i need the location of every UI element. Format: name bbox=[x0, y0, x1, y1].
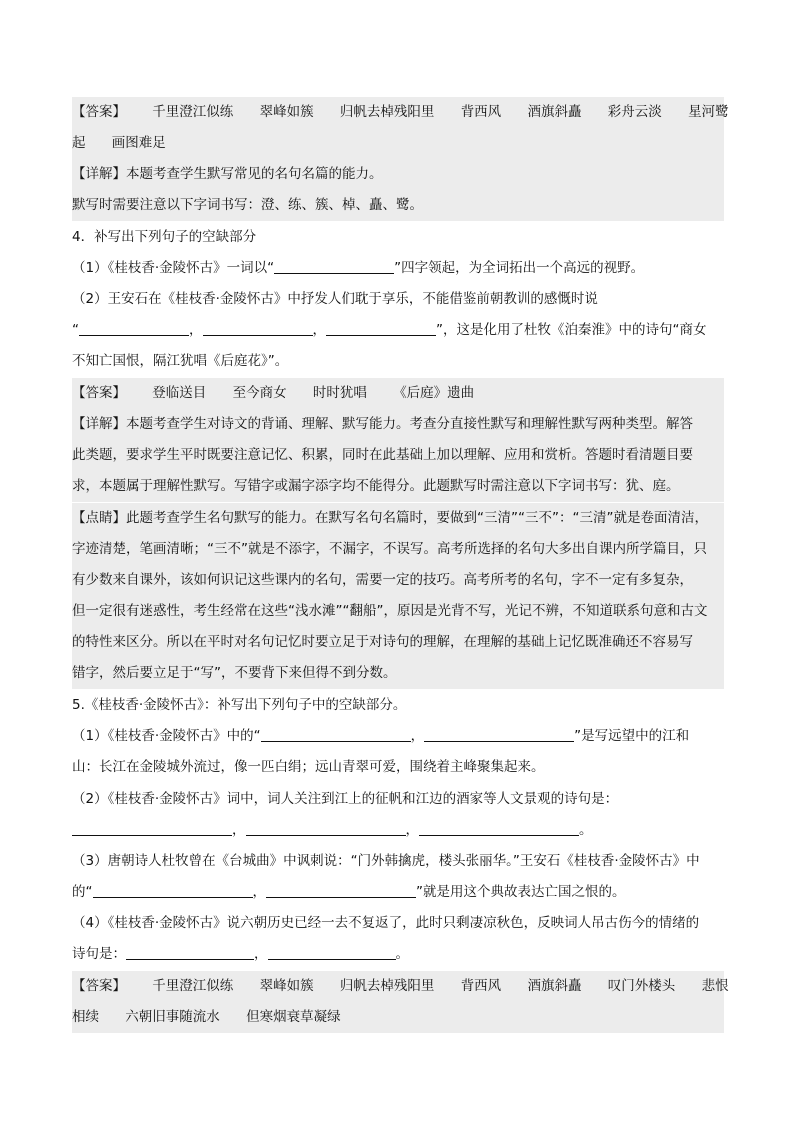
detail-line bbox=[72, 409, 724, 440]
q5-part3-line1: （3）唐朝诗人杜牧曾在《台城曲》中讽刺说：“门外韩擒虎，楼头张丽华。”王安石《桂枝香·金陵怀古》中 bbox=[72, 853, 700, 869]
point-label: 【点睛】 bbox=[72, 510, 126, 526]
note-line: 默写时需要注意以下字词书写：澄、练、簇、棹、矗、鹭。 bbox=[72, 190, 724, 221]
answer-label: 【答案】 bbox=[72, 978, 126, 994]
point-line bbox=[72, 503, 724, 534]
q5-part2-line1: （2）《桂枝香·金陵怀古》词中，词人关注到江上的征帆和江边的酒家等人文景观的诗句是： bbox=[72, 791, 619, 807]
answer-item: 背西风 bbox=[460, 104, 502, 120]
question-5-title: 5.《桂枝香·金陵怀古》：补写出下列句子中的空缺部分。 bbox=[72, 697, 407, 713]
fill-blank bbox=[126, 943, 254, 960]
q5-part1-prefix: （1）《桂枝香·金陵怀古》中的“ bbox=[72, 728, 261, 744]
fill-blank bbox=[261, 725, 411, 742]
q4-part2-suffix: ”，这是化用了杜牧《泊秦淮》中的诗句“商女 bbox=[436, 322, 707, 338]
q4-part2-line1: （2）王安石在《桂枝香·金陵怀古》中抒发人们耽于享乐，不能借鉴前朝教训的感慨时说 bbox=[72, 291, 598, 307]
answer-line bbox=[72, 97, 729, 128]
answer-item: 翠峰如簇 bbox=[259, 104, 314, 120]
fill-blank bbox=[246, 819, 406, 836]
fill-blank bbox=[424, 725, 574, 742]
point-text: 此题考查学生名句默写的能力。在默写名句名篇时，要做到“三清”“三不”：“三清”就是卷面清洁， bbox=[126, 510, 708, 526]
answer-item: 悲恨 bbox=[701, 978, 729, 994]
fill-blank bbox=[72, 819, 232, 836]
q5-part1-line1 bbox=[72, 721, 724, 752]
period: 。 bbox=[395, 946, 409, 962]
comma: ， bbox=[312, 322, 326, 338]
q5-part4-line2 bbox=[72, 939, 724, 970]
answer-item: 归帆去棹残阳里 bbox=[339, 978, 435, 994]
fill-blank bbox=[274, 257, 394, 274]
fill-blank bbox=[419, 819, 579, 836]
q4-part2-line2 bbox=[72, 315, 724, 346]
detail-label: 【详解】 bbox=[72, 166, 126, 182]
answer-item: 六朝旧事随流水 bbox=[125, 1009, 220, 1025]
fill-blank bbox=[326, 319, 436, 336]
comma: ， bbox=[189, 322, 203, 338]
answer-item: 彩舟云淡 bbox=[607, 104, 662, 120]
answer-item: 至今商女 bbox=[232, 385, 287, 401]
q4-part2-line3: 不知亡国恨，隔江犹唱《后庭花》”。 bbox=[72, 353, 289, 369]
fill-blank bbox=[268, 943, 396, 960]
answer-item: 但寒烟衰草凝绿 bbox=[246, 1009, 341, 1025]
q5-part4-line1: （4）《桂枝香·金陵怀古》说六朝历史已经一去不复返了，此时只剩凄凉秋色，反映词人吊古伤今的情绪的 bbox=[72, 915, 700, 931]
answer-item: 相续 bbox=[72, 1009, 99, 1025]
answer-item: 时时犹唱 bbox=[312, 385, 367, 401]
comma: ， bbox=[410, 728, 425, 744]
fill-blank bbox=[266, 881, 416, 898]
q5-part2-line2 bbox=[72, 815, 724, 846]
open-quote: “ bbox=[72, 322, 79, 338]
point-line: 但一定很有迷惑性，考生经常在这些“浅水滩”“翻船”，原因是光背不写，光记不辨，不知道联系句意和古文 bbox=[72, 596, 724, 627]
answer-line bbox=[72, 971, 729, 1002]
answer-item: 画图难足 bbox=[111, 135, 166, 151]
answer-item: 叹门外楼头 bbox=[607, 978, 676, 994]
comma: ， bbox=[232, 822, 246, 838]
q5-part4-prefix: 诗句是： bbox=[72, 946, 126, 962]
answer-item: 背西风 bbox=[460, 978, 502, 994]
comma: ， bbox=[405, 822, 419, 838]
answer-item: 登临送目 bbox=[152, 385, 207, 401]
q5-part1-suffix: ”是写远望中的江和 bbox=[574, 728, 690, 744]
point-line: 错字，然后要立足于“写”，不要背下来但得不到分数。 bbox=[72, 658, 724, 689]
detail-text: 本题考查学生默写常见的名句名篇的能力。 bbox=[126, 166, 383, 182]
q4-part1-prefix: （1）《桂枝香·金陵怀古》一词以“ bbox=[72, 260, 275, 276]
answer-item: 归帆去棹残阳里 bbox=[339, 104, 435, 120]
q5-part1-line2: 山：长江在金陵城外流过，像一匹白绢；远山青翠可爱，围绕着主峰聚集起来。 bbox=[72, 759, 545, 775]
answer-item: 翠峰如簇 bbox=[259, 978, 314, 994]
answer-line bbox=[72, 128, 724, 159]
question-4-title: 4．补写出下列句子的空缺部分 bbox=[72, 229, 257, 245]
point-line: 有少数来自课外，该如何识记这些课内的名句，需要一定的技巧。高考所考的名句，字不一定有多复杂， bbox=[72, 565, 724, 596]
answer-item: 酒旗斜矗 bbox=[527, 978, 582, 994]
answer-line bbox=[72, 1002, 724, 1033]
detail-line: 求，本题属于理解性默写。写错字或漏字添字均不能得分。此题默写时需注意以下字词书写：犹、庭。 bbox=[72, 471, 724, 502]
answer-label: 【答案】 bbox=[72, 385, 126, 401]
q4-part1 bbox=[72, 253, 724, 284]
period: 。 bbox=[579, 822, 593, 838]
detail-text: 本题考查学生对诗文的背诵、理解、默写能力。考查分直接性默写和理解性默写两种类型。解答 bbox=[126, 416, 693, 432]
point-line: 字迹清楚，笔画清晰；“三不”就是不添字，不漏字，不误写。高考所选择的名句大多出自课内所学篇目，只 bbox=[72, 534, 724, 565]
answer-item: 千里澄江似练 bbox=[152, 104, 234, 120]
answer-item: 《后庭》遗曲 bbox=[393, 385, 475, 401]
comma: ， bbox=[254, 946, 268, 962]
fill-blank bbox=[203, 319, 313, 336]
answer-item: 酒旗斜矗 bbox=[527, 104, 582, 120]
answer-item: 星河鹭 bbox=[688, 104, 729, 120]
detail-line: 此类题，要求学生平时既要注意记忆、积累，同时在此基础上加以理解、应用和赏析。答题时看清题目要 bbox=[72, 440, 724, 471]
q5-part3-prefix: 的“ bbox=[72, 884, 93, 900]
q4-part1-suffix: ”四字领起，为全词拓出一个高远的视野。 bbox=[394, 260, 645, 276]
q5-part3-line2 bbox=[72, 877, 724, 908]
answer-label: 【答案】 bbox=[72, 104, 126, 120]
q5-part3-suffix: ”就是用这个典故表达亡国之恨的。 bbox=[416, 884, 626, 900]
answer-line bbox=[72, 378, 724, 409]
answer-item: 起 bbox=[72, 135, 86, 151]
point-line: 的特性来区分。所以在平时对名句记忆时要立足于对诗句的理解，在理解的基础上记忆既准确还不容易写 bbox=[72, 627, 724, 658]
detail-line bbox=[72, 159, 724, 190]
fill-blank bbox=[79, 319, 189, 336]
answer-item: 千里澄江似练 bbox=[152, 978, 234, 994]
fill-blank bbox=[93, 881, 253, 898]
comma: ， bbox=[252, 884, 266, 900]
detail-label: 【详解】 bbox=[72, 416, 126, 432]
